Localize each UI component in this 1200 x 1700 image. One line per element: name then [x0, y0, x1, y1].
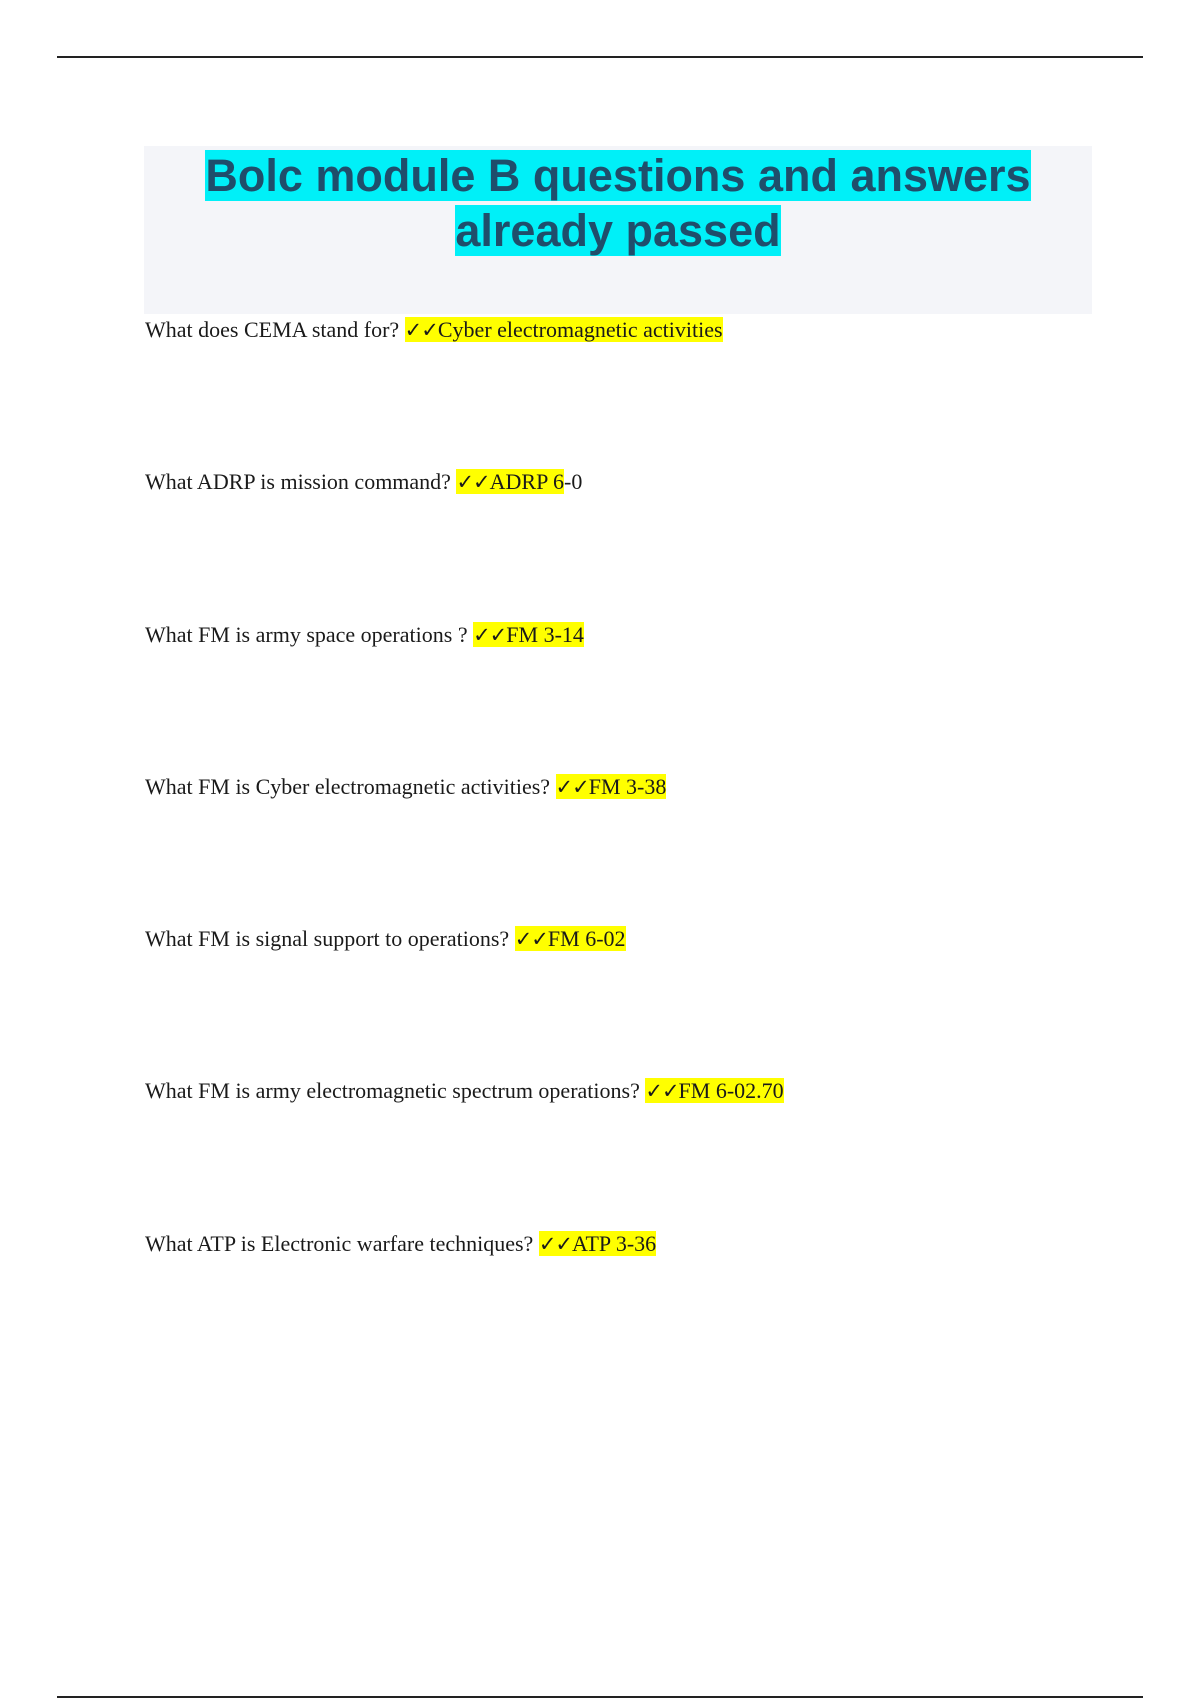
- answer-highlight: [405, 317, 723, 342]
- top-rule: [57, 56, 1143, 58]
- qa-list: [145, 312, 1145, 1378]
- qa-item: [145, 1073, 1145, 1225]
- answer-text: ATP 3-36: [572, 1230, 657, 1256]
- title-line-2: already passed: [455, 205, 781, 256]
- answer-text: FM 6-02.70: [678, 1078, 784, 1104]
- answer-text: FM 3-38: [588, 773, 667, 799]
- document-title: [144, 146, 1092, 258]
- answer-highlight: [515, 926, 626, 951]
- title-line-1: Bolc module B questions and answers: [205, 150, 1031, 201]
- question-text: What FM is signal support to operations?: [145, 926, 515, 952]
- double-check-icon: ✓✓: [538, 1231, 573, 1256]
- double-check-icon: ✓✓: [404, 318, 438, 342]
- question-text: What ATP is Electronic warfare techniques?: [145, 1230, 539, 1256]
- answer-text: FM 3-14: [506, 621, 584, 647]
- answer-text: Cyber electromagnetic activities: [437, 317, 723, 342]
- double-check-icon: ✓✓: [645, 1079, 679, 1104]
- double-check-icon: ✓✓: [456, 470, 490, 495]
- answer-text: ADRP 6: [489, 469, 565, 495]
- qa-item: [145, 312, 1145, 464]
- answer-highlight: [539, 1231, 656, 1256]
- bottom-rule: [57, 1696, 1143, 1698]
- qa-item: [145, 921, 1145, 1073]
- qa-item: [145, 769, 1145, 921]
- answer-highlight: [556, 774, 667, 799]
- title-banner: [144, 146, 1092, 314]
- qa-item: [145, 617, 1145, 769]
- answer-highlight: [456, 469, 564, 494]
- double-check-icon: ✓✓: [555, 774, 589, 799]
- question-text: What FM is army electromagnetic spectrum operations?: [145, 1078, 646, 1104]
- question-text: What FM is Cyber electromagnetic activities?: [145, 773, 556, 799]
- answer-highlight: [645, 1078, 783, 1103]
- qa-item: [145, 1226, 1145, 1378]
- double-check-icon: ✓✓: [514, 927, 548, 952]
- answer-tail: -0: [564, 469, 583, 495]
- answer-highlight: [473, 622, 584, 647]
- question-text: What FM is army space operations ?: [145, 621, 474, 647]
- answer-text: FM 6-02: [547, 926, 626, 952]
- question-text: What does CEMA stand for?: [145, 317, 405, 342]
- double-check-icon: ✓✓: [473, 622, 507, 647]
- question-text: What ADRP is mission command?: [145, 469, 457, 495]
- qa-item: [145, 464, 1145, 616]
